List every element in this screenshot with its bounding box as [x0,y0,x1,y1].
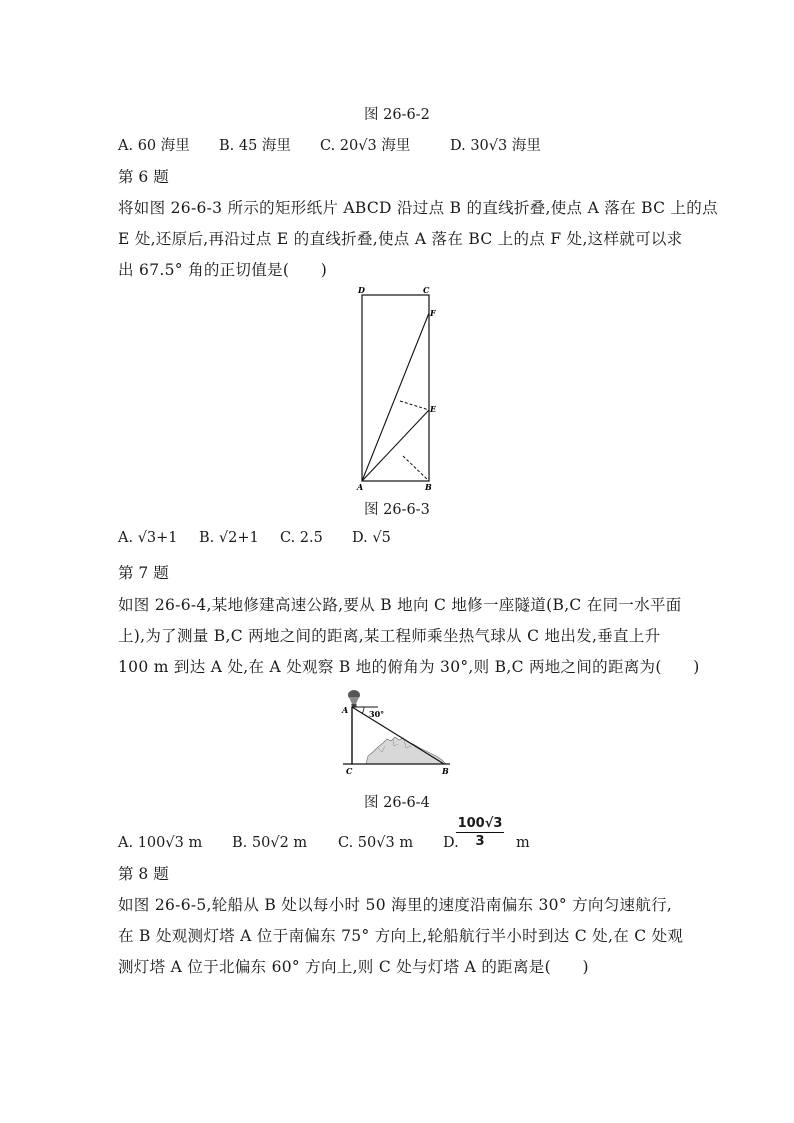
q8-text-line-3: 测灯塔 A 位于北偏东 60° 方向上,则 C 处与灯塔 A 的距离是( ) [118,958,589,976]
q7-option-d-fraction [456,816,504,849]
label-a: A [342,705,349,715]
q7-text-line-2: 上),为了测量 B,C 两地之间的距离,某工程师乘坐热气球从 C 地出发,垂直上升 [118,627,661,645]
q7-option-a[interactable]: A. 100√3 m [118,835,203,851]
q6-text-line-2: E 处,还原后,再沿过点 E 的直线折叠,使点 A 落在 BC 上的点 F 处,这样就可以求 [118,230,683,248]
label-c: C [346,766,353,776]
figure-26-6-4 [338,686,458,778]
q7-option-d-unit: m [516,835,530,851]
label-e: E [430,404,437,414]
q6-option-a[interactable]: A. √3+1 [118,530,178,546]
q8-text-line-2: 在 B 处观测灯塔 A 位于南偏东 75° 方向上,轮船航行半小时到达 C 处,在 C 处观 [118,927,684,945]
rectangle-abcd [362,295,429,481]
q8-title: 第 8 题 [118,865,169,883]
fold-line-e [400,401,429,410]
q5-option-b[interactable]: B. 45 海里 [219,138,291,154]
q6-text-line-3: 出 67.5° 角的正切值是( ) [118,261,328,279]
figure-caption-26-6-4: 图 26-6-4 [364,795,430,811]
label-a: A [357,482,364,492]
q7-option-d-numerator: 100√3 [457,816,503,831]
label-f: F [430,308,436,318]
q5-option-a[interactable]: A. 60 海里 [118,138,190,154]
label-c: C [423,285,430,295]
q7-title: 第 7 题 [118,564,169,582]
q7-text-line-1: 如图 26-6-4,某地修建高速公路,要从 B 地向 C 地修一座隧道(B,C 在同一水平面 [118,596,682,614]
q7-text-line-3: 100 m 到达 A 处,在 A 处观察 B 地的俯角为 30°,则 B,C 两地之间的距离为( ) [118,658,700,676]
q5-options [118,134,541,155]
q7-option-c[interactable]: C. 50√3 m [338,835,414,851]
figure-caption-26-6-3: 图 26-6-3 [364,502,430,518]
hot-air-balloon-icon [348,690,360,707]
q6-option-d[interactable]: D. √5 [352,530,391,546]
label-b: B [425,482,432,492]
figure-caption-26-6-2: 图 26-6-2 [364,107,430,123]
label-d: D [358,285,365,295]
q5-option-d[interactable]: D. 30√3 海里 [450,138,541,154]
q7-option-d-denominator: 3 [475,834,485,849]
q6-title: 第 6 题 [118,168,169,186]
q6-text-line-1: 将如图 26-6-3 所示的矩形纸片 ABCD 沿过点 B 的直线折叠,使点 A 落在 BC 上的点 [118,199,718,217]
figure-26-6-3 [350,284,450,494]
label-b: B [442,766,449,776]
q8-text-line-1: 如图 26-6-5,轮船从 B 处以每小时 50 海里的速度沿南偏东 30° 方向匀速航行, [118,896,673,914]
segment-ae [362,410,429,481]
segment-af [362,313,429,481]
q7-options [118,835,459,851]
q7-option-b[interactable]: B. 50√2 m [232,835,308,851]
q5-option-c[interactable]: C. 20√3 海里 [320,138,411,154]
q6-option-b[interactable]: B. √2+1 [199,530,259,546]
q6-options [118,530,391,546]
angle-label: 30° [369,709,385,719]
q7-option-d[interactable]: D. [443,835,459,851]
angle-arc [362,707,364,713]
q6-option-c[interactable]: C. 2.5 [280,530,323,546]
fold-line-b [403,456,429,481]
